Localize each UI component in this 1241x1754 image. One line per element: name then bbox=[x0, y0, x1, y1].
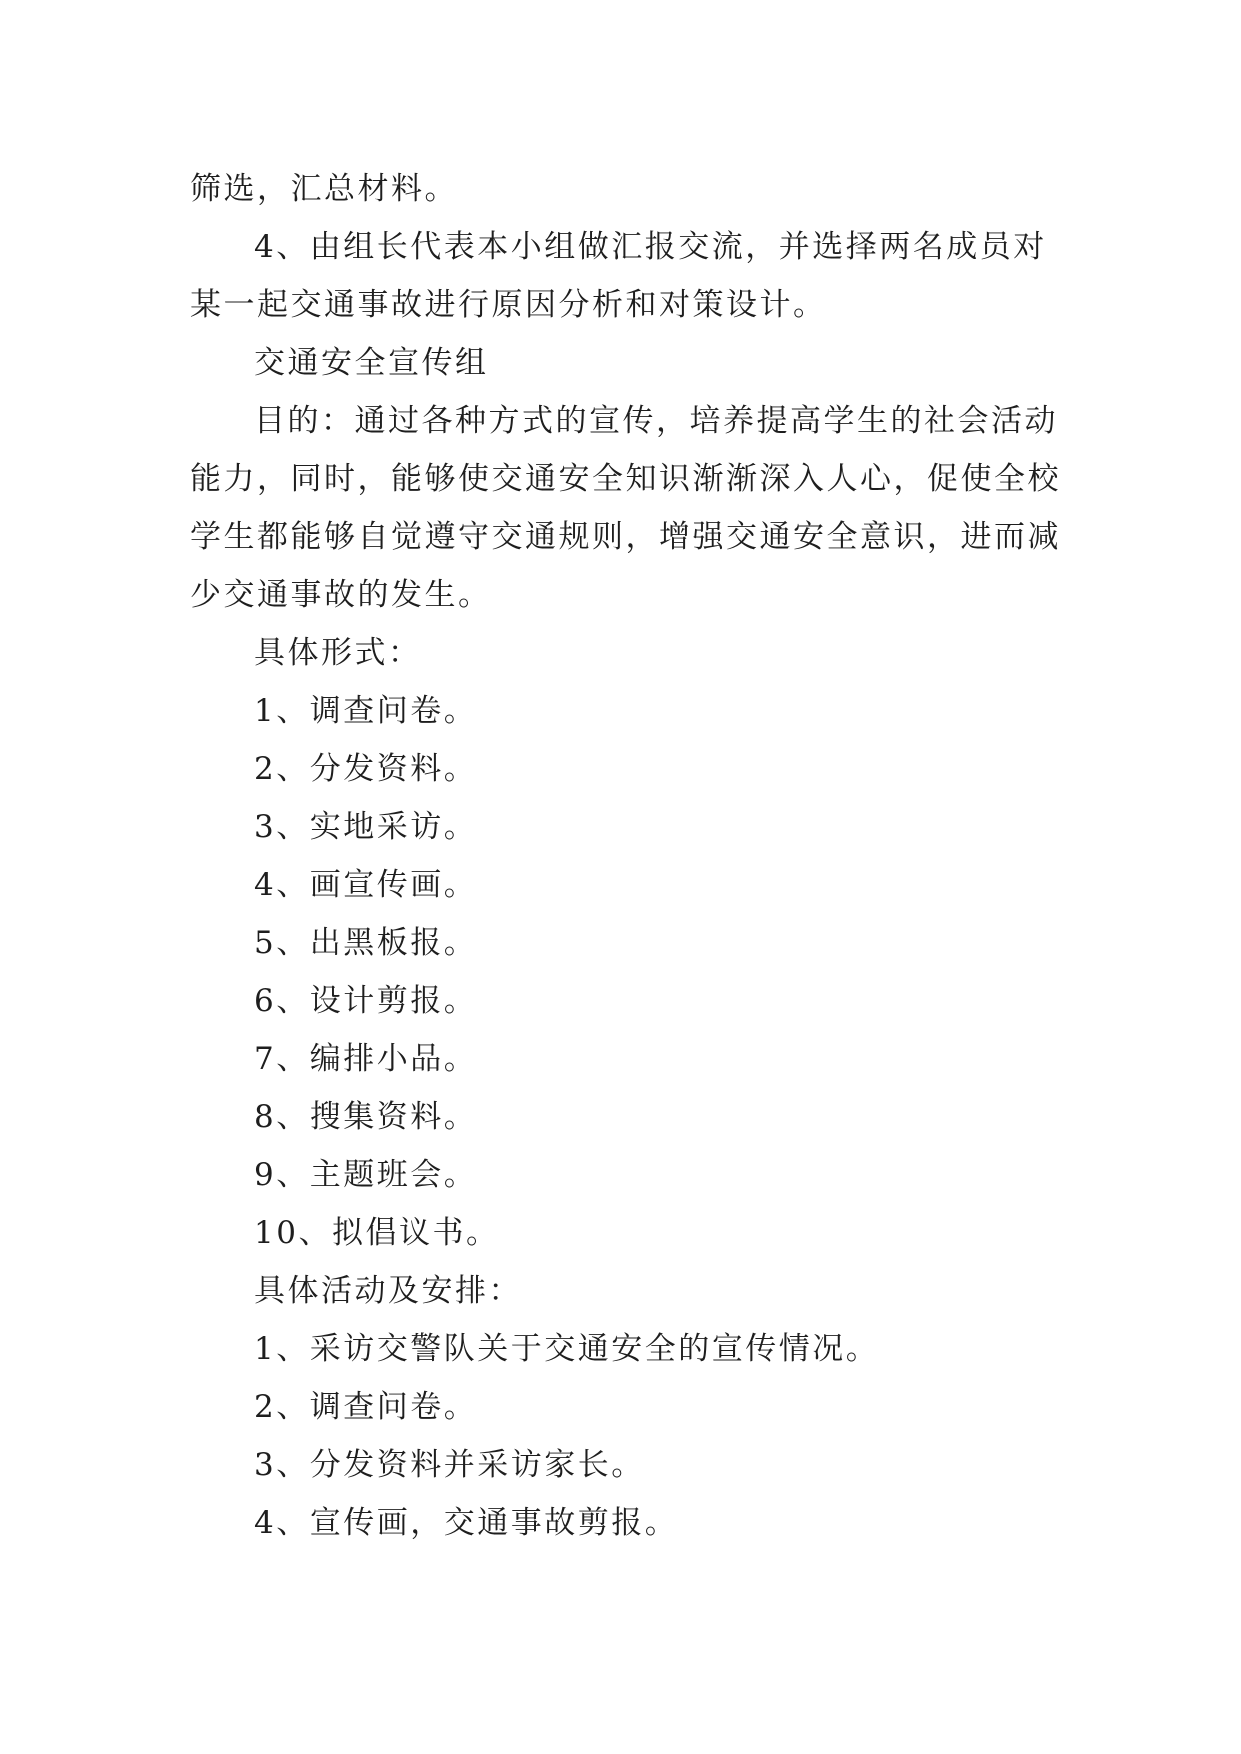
list-item: 5、出黑板报。 bbox=[254, 925, 478, 961]
list-item: 4、画宣传画。 bbox=[254, 867, 478, 903]
list-item: 2、调查问卷。 bbox=[254, 1389, 478, 1425]
list-item: 4、宣传画，交通事故剪报。 bbox=[254, 1505, 679, 1541]
list-item: 1、采访交警队关于交通安全的宣传情况。 bbox=[254, 1331, 880, 1367]
list-item: 3、分发资料并采访家长。 bbox=[254, 1447, 645, 1483]
paragraph-line: 目的：通过各种方式的宣传，培养提高学生的社会活动 bbox=[254, 403, 1058, 439]
list-heading: 具体形式： bbox=[254, 635, 422, 671]
paragraph-line: 学生都能够自觉遵守交通规则，增强交通安全意识，进而减 bbox=[190, 519, 1061, 555]
list-item: 10、拟倡议书。 bbox=[254, 1215, 500, 1251]
document-body bbox=[190, 160, 1061, 1552]
list-heading: 具体活动及安排： bbox=[254, 1273, 522, 1309]
paragraph-line: 能力，同时，能够使交通安全知识渐渐深入人心，促使全校 bbox=[190, 461, 1061, 497]
paragraph-line: 4、由组长代表本小组做汇报交流，并选择两名成员对 bbox=[254, 229, 1047, 265]
list-item: 7、编排小品。 bbox=[254, 1041, 478, 1077]
list-item: 9、主题班会。 bbox=[254, 1157, 478, 1193]
list-item: 2、分发资料。 bbox=[254, 751, 478, 787]
paragraph-line: 筛选，汇总材料。 bbox=[190, 171, 458, 207]
section-heading: 交通安全宣传组 bbox=[254, 345, 489, 381]
list-item: 1、调查问卷。 bbox=[254, 693, 478, 729]
list-item: 3、实地采访。 bbox=[254, 809, 478, 845]
paragraph-line: 某一起交通事故进行原因分析和对策设计。 bbox=[190, 287, 827, 323]
paragraph-line: 少交通事故的发生。 bbox=[190, 577, 492, 613]
list-item: 8、搜集资料。 bbox=[254, 1099, 478, 1135]
list-item: 6、设计剪报。 bbox=[254, 983, 478, 1019]
